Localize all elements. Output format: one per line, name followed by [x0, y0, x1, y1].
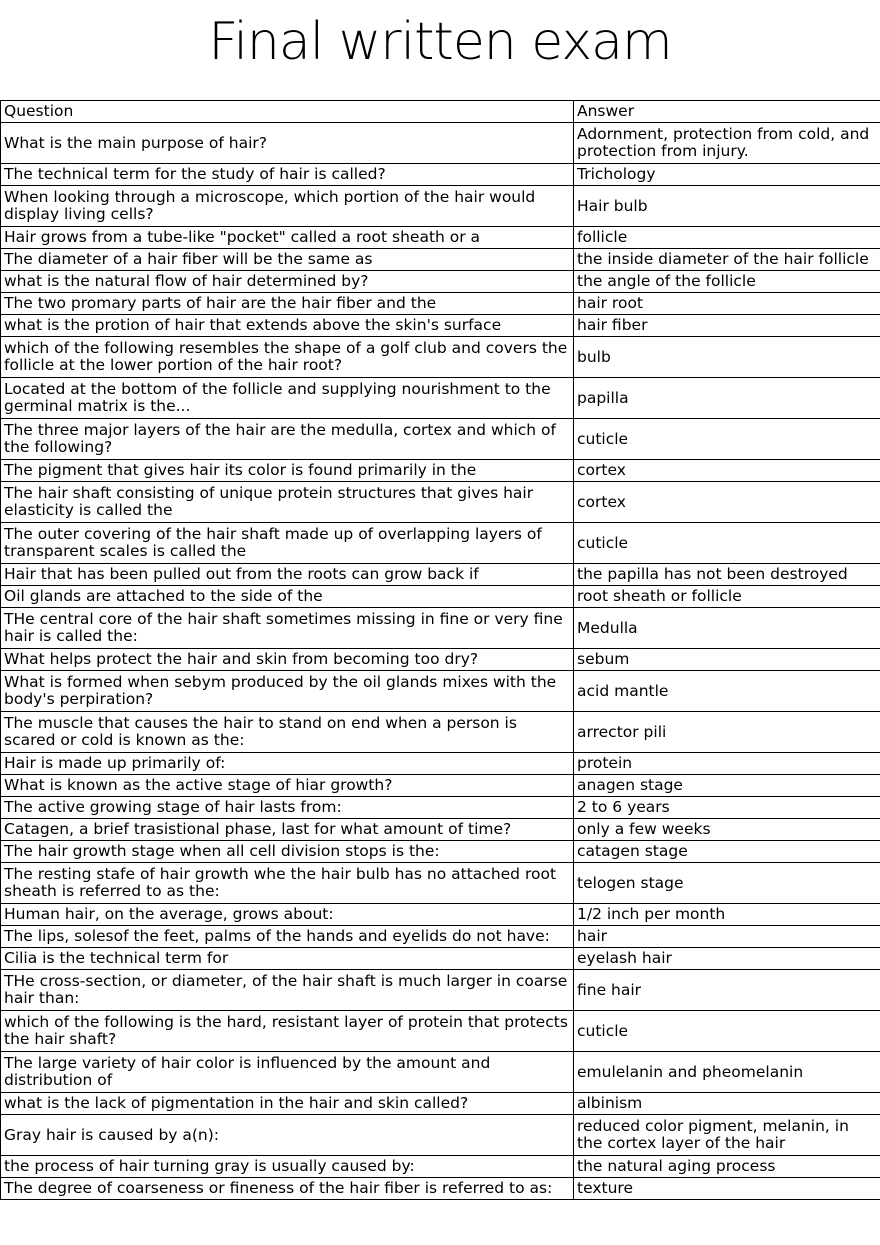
answer-cell: Trichology: [574, 164, 880, 186]
table-row: [1, 649, 880, 671]
table-row: [1, 819, 880, 841]
table-row: [1, 460, 880, 482]
answer-cell: texture: [574, 1178, 880, 1200]
table-row: [1, 249, 880, 271]
question-cell: The resting stafe of hair growth whe the hair bulb has no attached root sheath is referred to as the:: [1, 863, 574, 904]
answer-cell: the inside diameter of the hair follicle: [574, 249, 880, 271]
question-cell: The degree of coarseness or fineness of the hair fiber is referred to as:: [1, 1178, 574, 1200]
answer-cell: bulb: [574, 337, 880, 378]
table-row: [1, 419, 880, 460]
table-row: [1, 523, 880, 564]
answer-cell: cuticle: [574, 419, 880, 460]
answer-cell: the papilla has not been destroyed: [574, 564, 880, 586]
answer-cell: arrector pili: [574, 712, 880, 753]
question-cell: what is the natural flow of hair determined by?: [1, 271, 574, 293]
table-row: [1, 227, 880, 249]
question-cell: The hair growth stage when all cell division stops is the:: [1, 841, 574, 863]
answer-cell: cortex: [574, 482, 880, 523]
table-row: [1, 293, 880, 315]
question-cell: The outer covering of the hair shaft made up of overlapping layers of transparent scales is called the: [1, 523, 574, 564]
question-cell: Hair grows from a tube-like "pocket" called a root sheath or a: [1, 227, 574, 249]
question-cell: The technical term for the study of hair is called?: [1, 164, 574, 186]
question-cell: The muscle that causes the hair to stand on end when a person is scared or cold is known as the:: [1, 712, 574, 753]
table-row: [1, 863, 880, 904]
question-column-header: Question: [1, 101, 574, 123]
question-cell: what is the protion of hair that extends above the skin's surface: [1, 315, 574, 337]
question-cell: The two promary parts of hair are the hair fiber and the: [1, 293, 574, 315]
answer-cell: 2 to 6 years: [574, 797, 880, 819]
answer-cell: Medulla: [574, 608, 880, 649]
table-row: [1, 315, 880, 337]
table-row: [1, 671, 880, 712]
question-cell: What is the main purpose of hair?: [1, 123, 574, 164]
answer-cell: telogen stage: [574, 863, 880, 904]
answer-cell: Hair bulb: [574, 186, 880, 227]
question-cell: The diameter of a hair fiber will be the same as: [1, 249, 574, 271]
question-cell: What is known as the active stage of hiar growth?: [1, 775, 574, 797]
answer-cell: cuticle: [574, 1011, 880, 1052]
table-row: [1, 904, 880, 926]
table-row: [1, 970, 880, 1011]
answer-cell: reduced color pigment, melanin, in the cortex layer of the hair: [574, 1115, 880, 1156]
answer-cell: follicle: [574, 227, 880, 249]
table-row: [1, 1115, 880, 1156]
question-cell: The lips, solesof the feet, palms of the hands and eyelids do not have:: [1, 926, 574, 948]
question-cell: When looking through a microscope, which portion of the hair would display living cells?: [1, 186, 574, 227]
table-row: [1, 186, 880, 227]
question-cell: Catagen, a brief trasistional phase, last for what amount of time?: [1, 819, 574, 841]
answer-cell: sebum: [574, 649, 880, 671]
table-header-row: [1, 101, 880, 123]
question-cell: Hair that has been pulled out from the roots can grow back if: [1, 564, 574, 586]
question-cell: Cilia is the technical term for: [1, 948, 574, 970]
question-cell: The large variety of hair color is influenced by the amount and distribution of: [1, 1052, 574, 1093]
question-cell: what is the lack of pigmentation in the hair and skin called?: [1, 1093, 574, 1115]
question-cell: Located at the bottom of the follicle and supplying nourishment to the germinal matrix is the...: [1, 378, 574, 419]
table-row: [1, 123, 880, 164]
table-body: [1, 123, 880, 1200]
answer-cell: hair fiber: [574, 315, 880, 337]
answer-column-header: Answer: [574, 101, 880, 123]
table-row: [1, 337, 880, 378]
question-cell: The hair shaft consisting of unique protein structures that gives hair elasticity is called the: [1, 482, 574, 523]
question-cell: the process of hair turning gray is usually caused by:: [1, 1156, 574, 1178]
table-row: [1, 271, 880, 293]
qa-table: [0, 100, 880, 1200]
answer-cell: protein: [574, 753, 880, 775]
answer-cell: emulelanin and pheomelanin: [574, 1052, 880, 1093]
table-row: [1, 926, 880, 948]
answer-cell: eyelash hair: [574, 948, 880, 970]
question-cell: What is formed when sebym produced by the oil glands mixes with the body's perpiration?: [1, 671, 574, 712]
table-row: [1, 841, 880, 863]
answer-cell: albinism: [574, 1093, 880, 1115]
question-cell: Human hair, on the average, grows about:: [1, 904, 574, 926]
answer-cell: hair root: [574, 293, 880, 315]
table-row: [1, 586, 880, 608]
question-cell: What helps protect the hair and skin from becoming too dry?: [1, 649, 574, 671]
question-cell: The three major layers of the hair are the medulla, cortex and which of the following?: [1, 419, 574, 460]
answer-cell: cuticle: [574, 523, 880, 564]
table-row: [1, 1178, 880, 1200]
answer-cell: the angle of the follicle: [574, 271, 880, 293]
answer-cell: fine hair: [574, 970, 880, 1011]
question-cell: which of the following resembles the shape of a golf club and covers the follicle at the lower portion of the hair root?: [1, 337, 574, 378]
table-row: [1, 797, 880, 819]
answer-cell: cortex: [574, 460, 880, 482]
answer-cell: acid mantle: [574, 671, 880, 712]
table-row: [1, 608, 880, 649]
answer-cell: 1/2 inch per month: [574, 904, 880, 926]
table-row: [1, 712, 880, 753]
table-row: [1, 482, 880, 523]
table-row: [1, 948, 880, 970]
page-title: Final written exam: [208, 12, 672, 72]
question-cell: The active growing stage of hair lasts from:: [1, 797, 574, 819]
answer-cell: catagen stage: [574, 841, 880, 863]
question-cell: Oil glands are attached to the side of the: [1, 586, 574, 608]
answer-cell: the natural aging process: [574, 1156, 880, 1178]
table-row: [1, 753, 880, 775]
answer-cell: only a few weeks: [574, 819, 880, 841]
table-row: [1, 1052, 880, 1093]
table-row: [1, 1093, 880, 1115]
answer-cell: root sheath or follicle: [574, 586, 880, 608]
table-row: [1, 164, 880, 186]
question-cell: THe central core of the hair shaft sometimes missing in fine or very fine hair is called the:: [1, 608, 574, 649]
question-cell: Gray hair is caused by a(n):: [1, 1115, 574, 1156]
answer-cell: hair: [574, 926, 880, 948]
answer-cell: anagen stage: [574, 775, 880, 797]
table-row: [1, 564, 880, 586]
answer-cell: papilla: [574, 378, 880, 419]
question-cell: which of the following is the hard, resistant layer of protein that protects the hair shaft?: [1, 1011, 574, 1052]
table-row: [1, 1156, 880, 1178]
question-cell: Hair is made up primarily of:: [1, 753, 574, 775]
question-cell: THe cross-section, or diameter, of the hair shaft is much larger in coarse hair than:: [1, 970, 574, 1011]
table-row: [1, 775, 880, 797]
answer-cell: Adornment, protection from cold, and protection from injury.: [574, 123, 880, 164]
table-row: [1, 378, 880, 419]
question-cell: The pigment that gives hair its color is found primarily in the: [1, 460, 574, 482]
table-row: [1, 1011, 880, 1052]
